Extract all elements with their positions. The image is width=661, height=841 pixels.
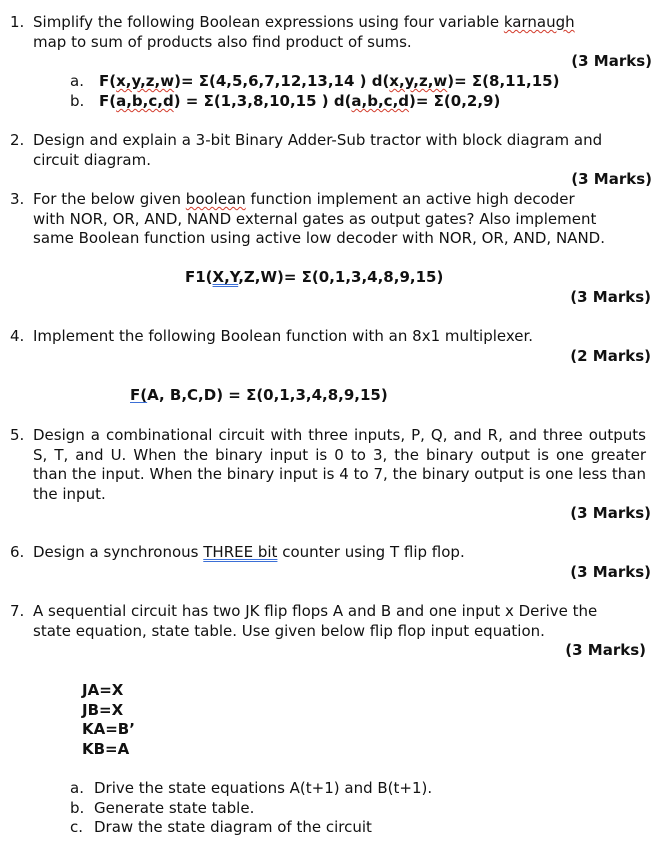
question-text-line: A sequential circuit has two JK flip flops A and B and one input x Derive the [33, 602, 598, 620]
marks-label: (3 Marks) [571, 52, 652, 70]
sub-item-label: a. [70, 72, 84, 90]
question-text-line: with NOR, OR, AND, NAND external gates as output gates? Also implement [33, 210, 597, 228]
question-number: 1. [10, 13, 25, 31]
question-text-line: circuit diagram. [33, 151, 151, 169]
boolean-expression: F(a,b,c,d) = Σ(1,3,8,10,15 ) d(a,b,c,d)= Σ(0,2,9) [99, 92, 501, 110]
question-text-line: Design a synchronous THREE bit counter using T flip flop. [33, 543, 465, 561]
sub-item-text: Draw the state diagram of the circuit [94, 818, 372, 836]
question-number: 6. [10, 543, 25, 561]
question-paragraph: Design a combinational circuit with three inputs, P, Q, and R, and three outputs S, T, and U. When the binary input is 0 to 3, the binary output is one greater than the input. When the binary input is 4 to 7, the binary output is one less than the input. [33, 426, 646, 503]
question-text-line: Implement the following Boolean function with an 8x1 multiplexer. [33, 327, 534, 345]
sub-item-text: Drive the state equations A(t+1) and B(t+1). [94, 779, 433, 797]
flip-flop-equation: KB=A [82, 740, 130, 758]
question-number: 3. [10, 190, 25, 208]
sub-item-label: a. [70, 779, 84, 797]
marks-label: (3 Marks) [570, 288, 651, 306]
sub-item-label: c. [70, 818, 84, 836]
question-text-line: map to sum of products also find product of sums. [33, 33, 412, 51]
question-text-line: same Boolean function using active low decoder with NOR, OR, AND, NAND. [33, 229, 605, 247]
sub-item-label: b. [70, 799, 85, 817]
flip-flop-equation: KA=B’ [82, 720, 135, 738]
sub-item-label: b. [70, 92, 85, 110]
question-number: 5. [10, 426, 25, 444]
boolean-expression: F(A, B,C,D) = Σ(0,1,3,4,8,9,15) [130, 386, 388, 404]
marks-label: (3 Marks) [570, 563, 651, 581]
question-text-line: state equation, state table. Use given below flip flop input equation. [33, 622, 545, 640]
spelling-flag: karnaugh [503, 13, 575, 31]
question-number: 4. [10, 327, 25, 345]
grammar-flag: THREE bit [203, 543, 278, 561]
question-number: 2. [10, 131, 25, 149]
marks-label: (3 Marks) [570, 504, 651, 522]
marks-label: (3 Marks) [565, 641, 646, 659]
spelling-flag: boolean [185, 190, 246, 208]
question-text-line: Design and explain a 3-bit Binary Adder-Sub tractor with block diagram and [33, 131, 603, 149]
boolean-expression: F(x,y,z,w)= Σ(4,5,6,7,12,13,14 ) d(x,y,z,w)= Σ(8,11,15) [99, 72, 560, 90]
boolean-expression: F1(X,Y,Z,W)= Σ(0,1,3,4,8,9,15) [185, 268, 444, 286]
marks-label: (3 Marks) [571, 170, 652, 188]
question-number: 7. [10, 602, 25, 620]
question-text-line: Simplify the following Boolean expressions using four variable karnaugh [33, 13, 575, 31]
question-text-line: For the below given boolean function implement an active high decoder [33, 190, 575, 208]
flip-flop-equation: JA=X [82, 681, 124, 699]
flip-flop-equation: JB=X [82, 701, 124, 719]
marks-label: (2 Marks) [570, 347, 651, 365]
sub-item-text: Generate state table. [94, 799, 255, 817]
